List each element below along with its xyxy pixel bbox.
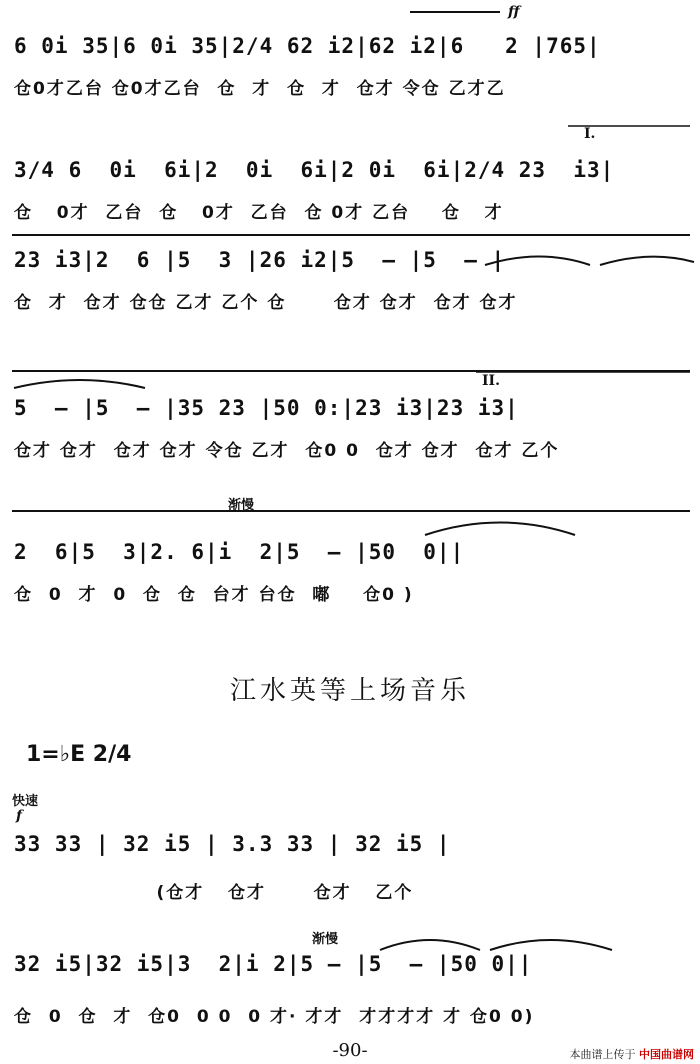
percussion-line: 仓 0 才 0 仓 仓 台才 台仓 嘟 仓0 )	[14, 585, 414, 605]
notation-line: 23 i3|2 6 |5 3 |26 i2|5 — |5 — |	[14, 248, 506, 272]
notation-line: 5 — |5 — |35 23 |50 0:|23 i3|23 i3|	[14, 396, 519, 420]
site-name: 中国曲谱网	[639, 1048, 694, 1061]
tempo-mark: 快速	[12, 794, 39, 809]
slur	[490, 940, 612, 950]
page-number: -90-	[332, 1040, 368, 1061]
dynamic-mark: f	[16, 808, 23, 824]
slur	[14, 380, 145, 388]
notation-line: 6 0i 35|6 0i 35|2/4 62 i2|62 i2|6 2 |765|	[14, 34, 601, 58]
notation-line: 2 6|5 3|2. 6|i 2|5 — |50 0||	[14, 540, 465, 564]
notation-line: 33 33 | 32 i5 | 3.3 33 | 32 i5 |	[14, 832, 451, 856]
percussion-line: 仓 0 仓 才 仓0 0 0 0 才· 才才 才才才才 才 仓0 0)	[14, 1007, 535, 1027]
notation-line: 3/4 6 0i 6i|2 0i 6i|2 0i 6i|2/4 23 i3|	[14, 158, 615, 182]
percussion-line: 仓 才 仓才 仓仓 乙才 乙个 仓 仓才 仓才 仓才 仓才	[14, 293, 518, 313]
slur	[485, 257, 590, 266]
volta-1-label: I.	[584, 126, 596, 142]
slur	[380, 940, 480, 950]
percussion-line: (仓才 仓才 仓才 乙个	[14, 883, 414, 903]
upload-credit	[570, 1046, 695, 1062]
tempo-mark: 渐慢	[312, 932, 339, 947]
slur	[425, 523, 575, 536]
volta-2-label: II.	[482, 373, 500, 389]
slur	[600, 257, 694, 265]
key-signature: 1=♭E 2/4	[26, 742, 132, 767]
dynamic-mark: ff	[508, 4, 520, 20]
tempo-mark: 渐慢	[228, 498, 255, 513]
piece-title: 江水英等上场音乐	[229, 676, 470, 706]
percussion-line: 仓 0才 乙台 仓 0才 乙台 仓 0才 乙台 仓 才	[14, 203, 504, 223]
upload-text: 本曲谱上传于	[569, 1048, 636, 1061]
percussion-line: 仓才 仓才 仓才 仓才 令仓 乙才 仓0 0 仓才 仓才 仓才 乙个	[14, 441, 560, 461]
percussion-line: 仓0才乙台 仓0才乙台 仓 才 仓 才 仓才 令仓 乙才乙	[14, 79, 506, 99]
notation-line: 32 i5|32 i5|3 2|i 2|5 — |5 — |50 0||	[14, 952, 533, 976]
